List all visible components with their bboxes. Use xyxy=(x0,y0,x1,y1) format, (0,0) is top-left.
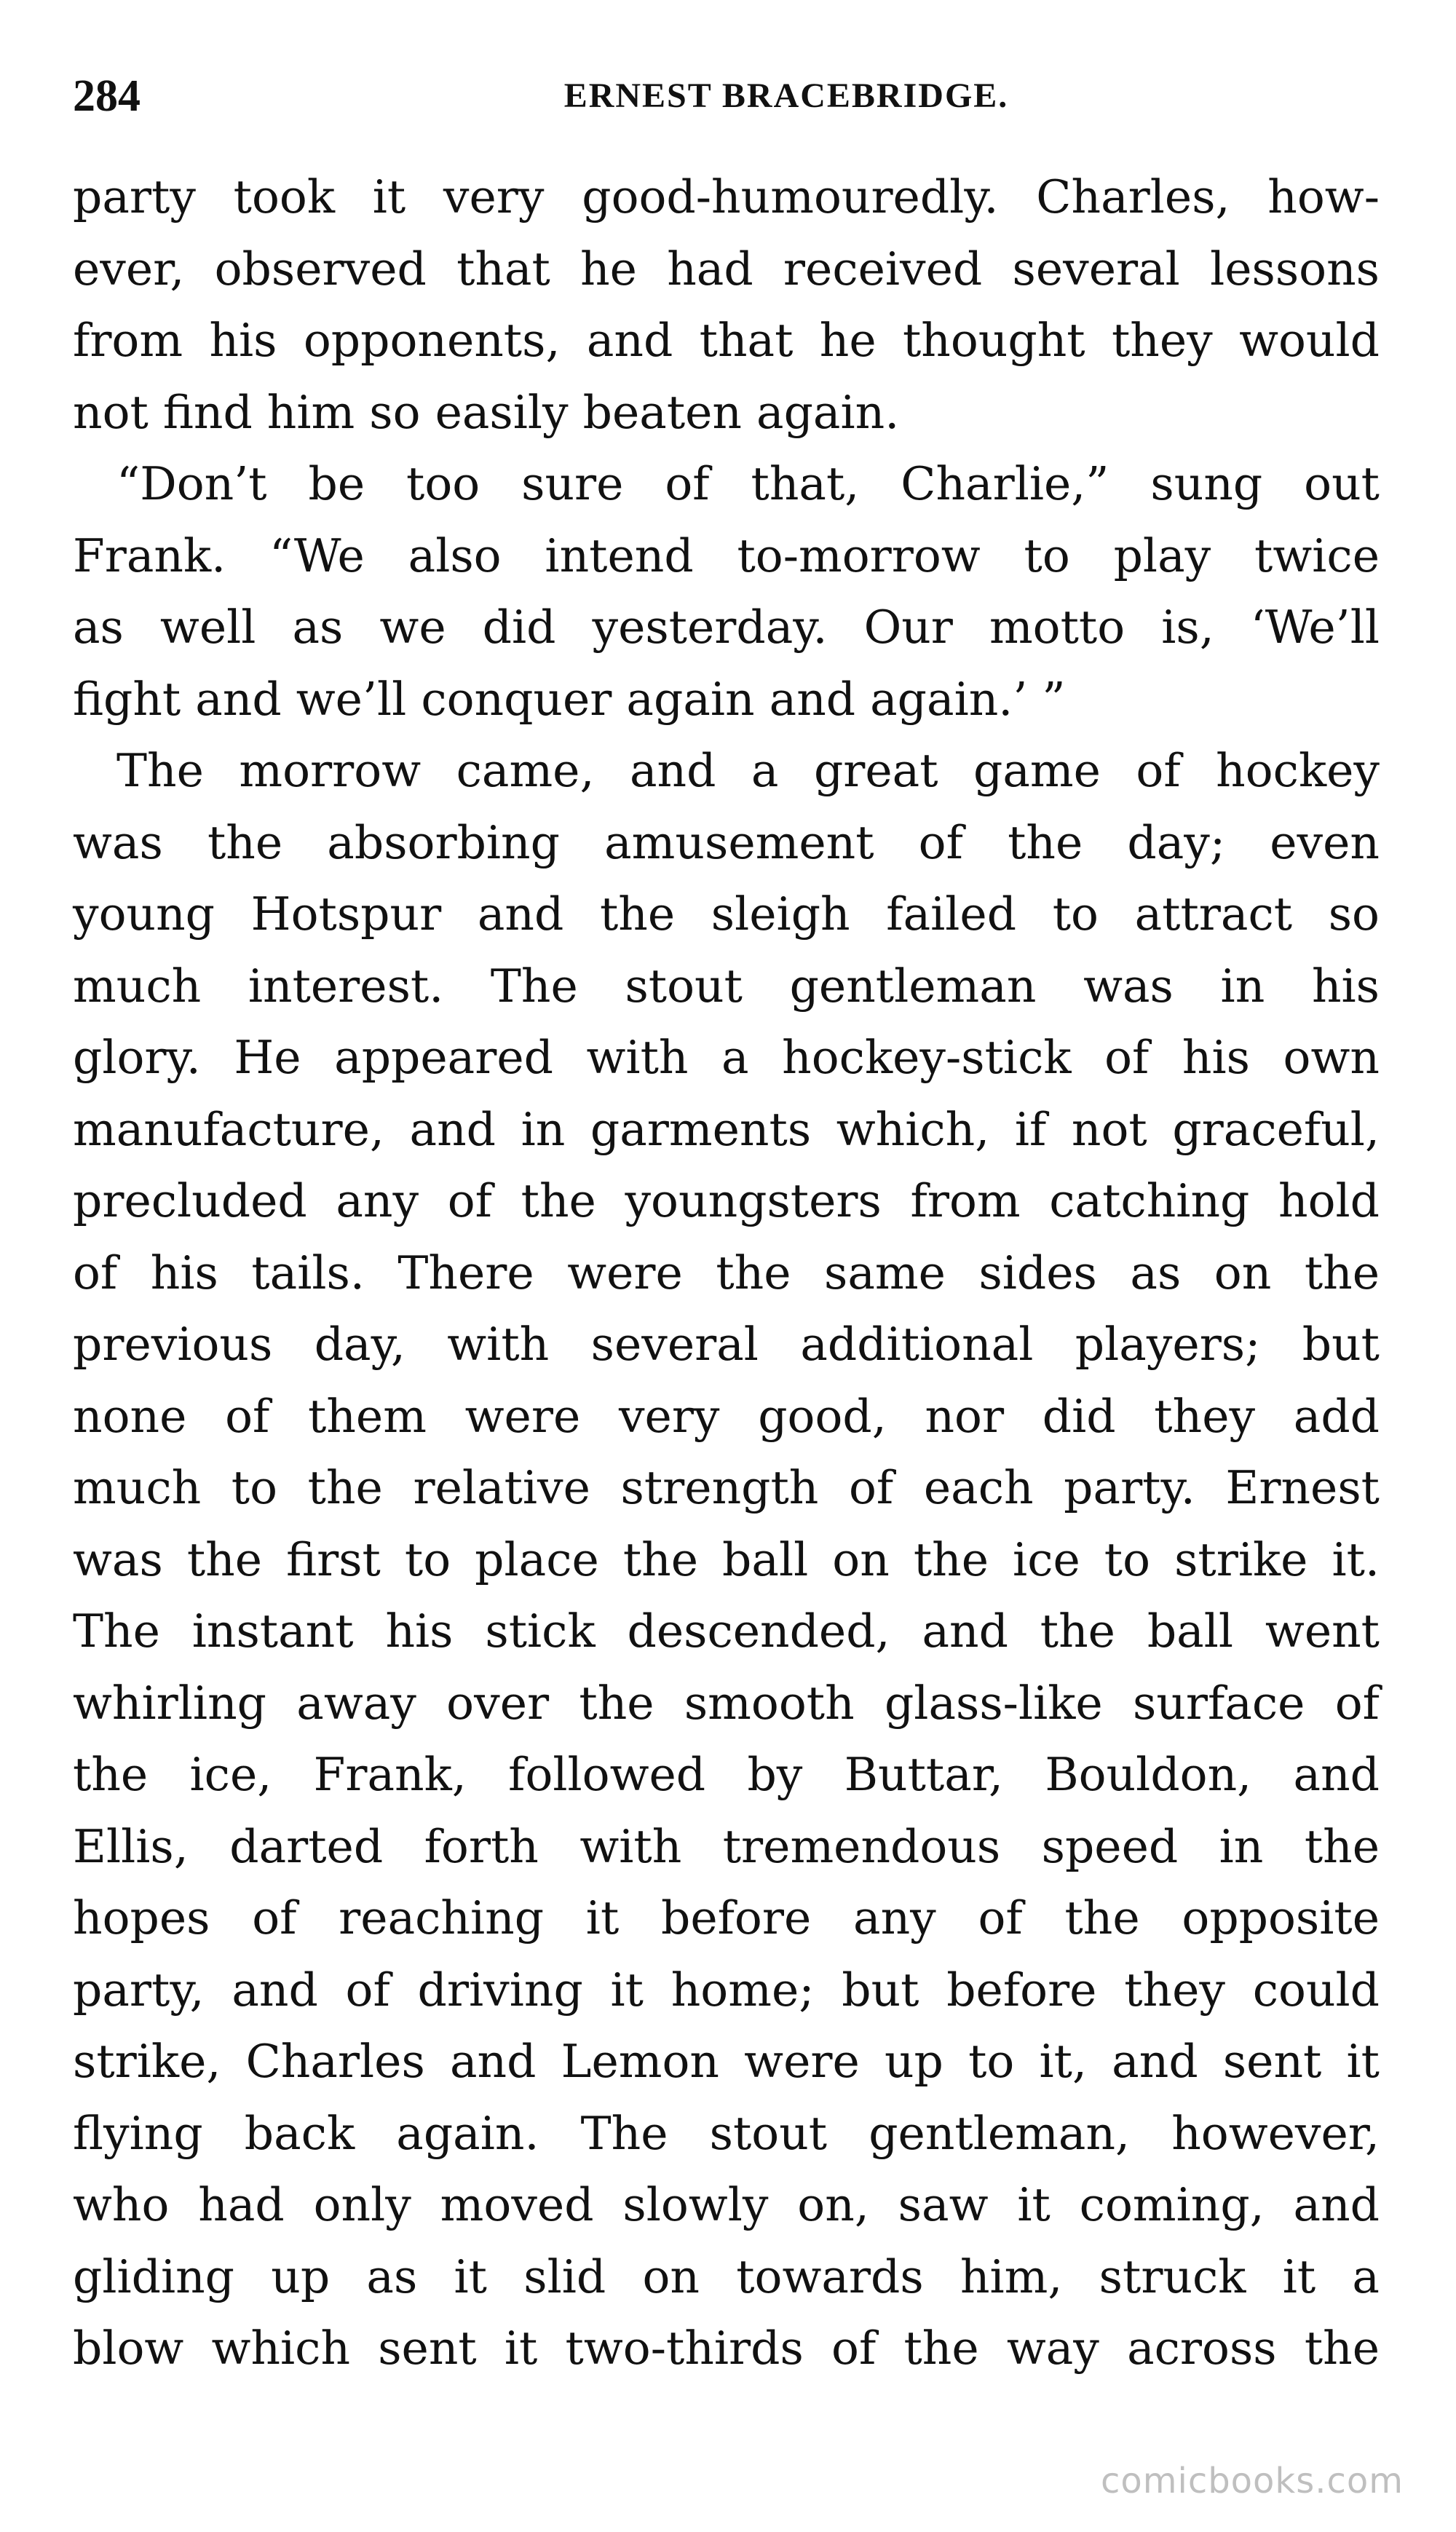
text-line: flying back again. The stout gentleman, however, xyxy=(73,2106,1380,2160)
text-line: much to the relative strength of each party. Ernest xyxy=(73,1461,1380,1514)
text-line: strike, Charles and Lemon were up to it, and sent it xyxy=(73,2035,1380,2088)
text-line: Frank. “We also intend to-morrow to play twice xyxy=(73,529,1380,582)
text-line: blow which sent it two-thirds of the way across the xyxy=(73,2322,1380,2375)
watermark: comicbooks.com xyxy=(1100,2461,1404,2501)
running-head xyxy=(73,67,1383,125)
text-line: “Don’t be too sure of that, Charlie,” sung out xyxy=(116,457,1380,510)
text-line: gliding up as it slid on towards him, struck it a xyxy=(73,2250,1380,2303)
text-line: glory. He appeared with a hockey-stick of his own xyxy=(73,1031,1380,1084)
text-line: whirling away over the smooth glass-like surface of xyxy=(73,1676,1380,1730)
body-text xyxy=(73,162,1380,2385)
text-line: previous day, with several additional players; but xyxy=(73,1318,1380,1371)
text-line: manufacture, and in garments which, if not graceful, xyxy=(73,1102,1380,1156)
text-line: as well as we did yesterday. Our motto is, ‘We’ll xyxy=(73,601,1380,654)
text-line: who had only moved slowly on, saw it coming, and xyxy=(73,2178,1380,2231)
text-line: ever, observed that he had received several lessons xyxy=(73,242,1380,296)
text-line: hopes of reaching it before any of the opposite xyxy=(73,1891,1380,1945)
page-number: 284 xyxy=(73,71,141,121)
text-line: not find him so easily beaten again. xyxy=(73,385,900,439)
text-line: of his tails. There were the same sides as on the xyxy=(73,1246,1380,1299)
text-line: precluded any of the youngsters from catching hold xyxy=(73,1174,1380,1227)
text-line: from his opponents, and that he thought they would xyxy=(73,314,1380,367)
text-line: much interest. The stout gentleman was in his xyxy=(73,959,1380,1013)
text-line: young Hotspur and the sleigh failed to attract so xyxy=(73,887,1380,941)
text-line: Ellis, darted forth with tremendous speed in the xyxy=(73,1819,1380,1873)
text-line: the ice, Frank, followed by Buttar, Bouldon, and xyxy=(73,1748,1380,1801)
text-line: fight and we’ll conquer again and again.’ ” xyxy=(73,672,1066,726)
text-line: The instant his stick descended, and the ball went xyxy=(73,1605,1380,1658)
text-line: was the first to place the ball on the ice to strike it. xyxy=(73,1532,1380,1586)
text-line: party took it very good-humouredly. Charles, how- xyxy=(73,170,1380,223)
text-line: party, and of driving it home; but before they could xyxy=(73,1963,1380,2017)
text-line: none of them were very good, nor did they add xyxy=(73,1389,1380,1443)
running-title: ERNEST BRACEBRIDGE. xyxy=(563,76,1009,115)
text-line: was the absorbing amusement of the day; even xyxy=(73,815,1380,869)
text-line: The morrow came, and a great game of hockey xyxy=(116,744,1380,797)
